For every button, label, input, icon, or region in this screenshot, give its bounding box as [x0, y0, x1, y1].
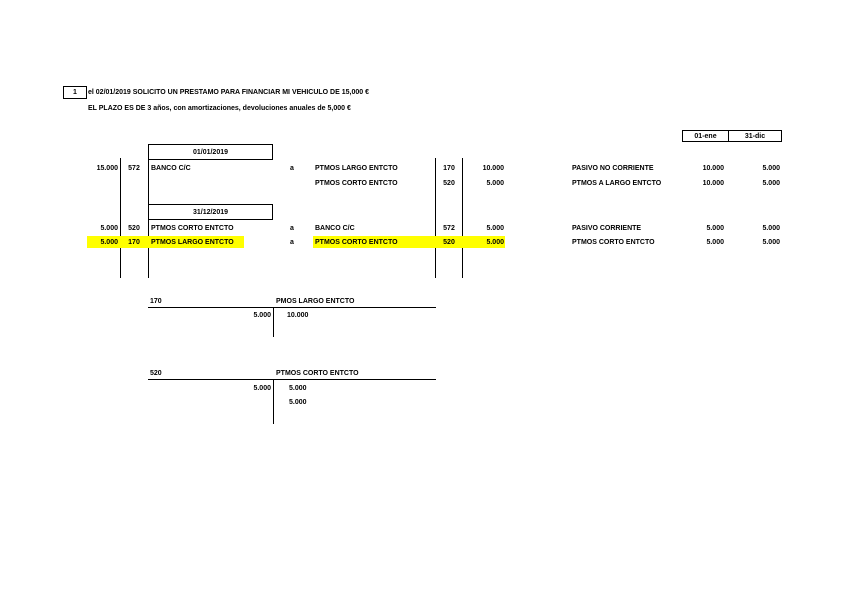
journal-divider-4	[462, 158, 463, 278]
journal-debit-amount: 5.000	[100, 225, 118, 232]
journal-debit-amount: 5.000	[100, 239, 118, 246]
ledger-debit-entry: 5.000	[253, 385, 271, 392]
ledger-code: 520	[150, 370, 162, 377]
ledger-name: PTMOS CORTO ENTCTO	[276, 370, 359, 377]
journal-credit-account: 520	[443, 180, 455, 187]
ledger-center-line	[273, 379, 274, 424]
journal-debit-account: 170	[128, 239, 140, 246]
journal-debit-name: PTMOS LARGO ENTCTO	[151, 239, 234, 246]
summary-header-close-label: 31-dic	[744, 133, 766, 140]
journal-credit-account: 170	[443, 165, 455, 172]
entry2-date: 31/12/2019	[192, 209, 229, 216]
journal-credit-name: PTMOS CORTO ENTCTO	[315, 239, 398, 246]
journal-credit-name: BANCO C/C	[315, 225, 355, 232]
summary-close-value: 5.000	[762, 239, 780, 246]
ledger-credit-entry: 10.000	[287, 312, 309, 319]
journal-credit-amount: 5.000	[486, 239, 504, 246]
journal-separator: a	[290, 225, 294, 232]
entry1-date: 01/01/2019	[192, 149, 229, 156]
summary-label: PTMOS CORTO ENTCTO	[572, 239, 655, 246]
journal-separator: a	[290, 165, 294, 172]
summary-open-value: 5.000	[706, 225, 724, 232]
summary-close-value: 5.000	[762, 225, 780, 232]
journal-divider-1	[120, 158, 121, 278]
journal-debit-name: PTMOS CORTO ENTCTO	[151, 225, 234, 232]
ledger-name: PMOS LARGO ENTCTO	[276, 298, 355, 305]
ledger-credit-entry: 5.000	[289, 385, 307, 392]
ledger-debit-entry: 5.000	[253, 312, 271, 319]
ledger-top-line	[148, 379, 436, 380]
journal-credit-amount: 5.000	[486, 180, 504, 187]
summary-close-value: 5.000	[762, 165, 780, 172]
journal-credit-account: 572	[443, 225, 455, 232]
summary-open-value: 5.000	[706, 239, 724, 246]
summary-label: PASIVO CORRIENTE	[572, 225, 642, 232]
summary-label: PTMOS A LARGO ENTCTO	[572, 180, 662, 187]
journal-debit-account: 572	[128, 165, 140, 172]
summary-open-value: 10.000	[702, 180, 724, 187]
statement-line-1: el 02/01/2019 SOLICITO UN PRESTAMO PARA FINANCIAR MI VEHICULO DE 15,000 €	[88, 89, 369, 96]
journal-credit-account: 520	[443, 239, 455, 246]
journal-credit-name: PTMOS CORTO ENTCTO	[315, 180, 398, 187]
summary-header-open-label: 01-ene	[694, 133, 717, 140]
journal-debit-name: BANCO C/C	[151, 165, 191, 172]
journal-credit-name: PTMOS LARGO ENTCTO	[315, 165, 398, 172]
ledger-credit-entry: 5.000	[289, 399, 307, 406]
ledger-center-line	[273, 307, 274, 337]
ledger-code: 170	[150, 298, 162, 305]
journal-separator: a	[290, 239, 294, 246]
journal-debit-account: 520	[128, 225, 140, 232]
exercise-number: 1	[73, 89, 77, 96]
summary-label: PASIVO NO CORRIENTE	[572, 165, 654, 172]
journal-debit-amount: 15.000	[96, 165, 118, 172]
ledger-top-line	[148, 307, 436, 308]
journal-credit-amount: 10.000	[482, 165, 504, 172]
summary-open-value: 10.000	[702, 165, 724, 172]
journal-divider-3	[435, 158, 436, 278]
summary-close-value: 5.000	[762, 180, 780, 187]
statement-line-2: EL PLAZO ES DE 3 años, con amortizaciones, devoluciones anuales de 5,000 €	[88, 105, 351, 112]
journal-credit-amount: 5.000	[486, 225, 504, 232]
